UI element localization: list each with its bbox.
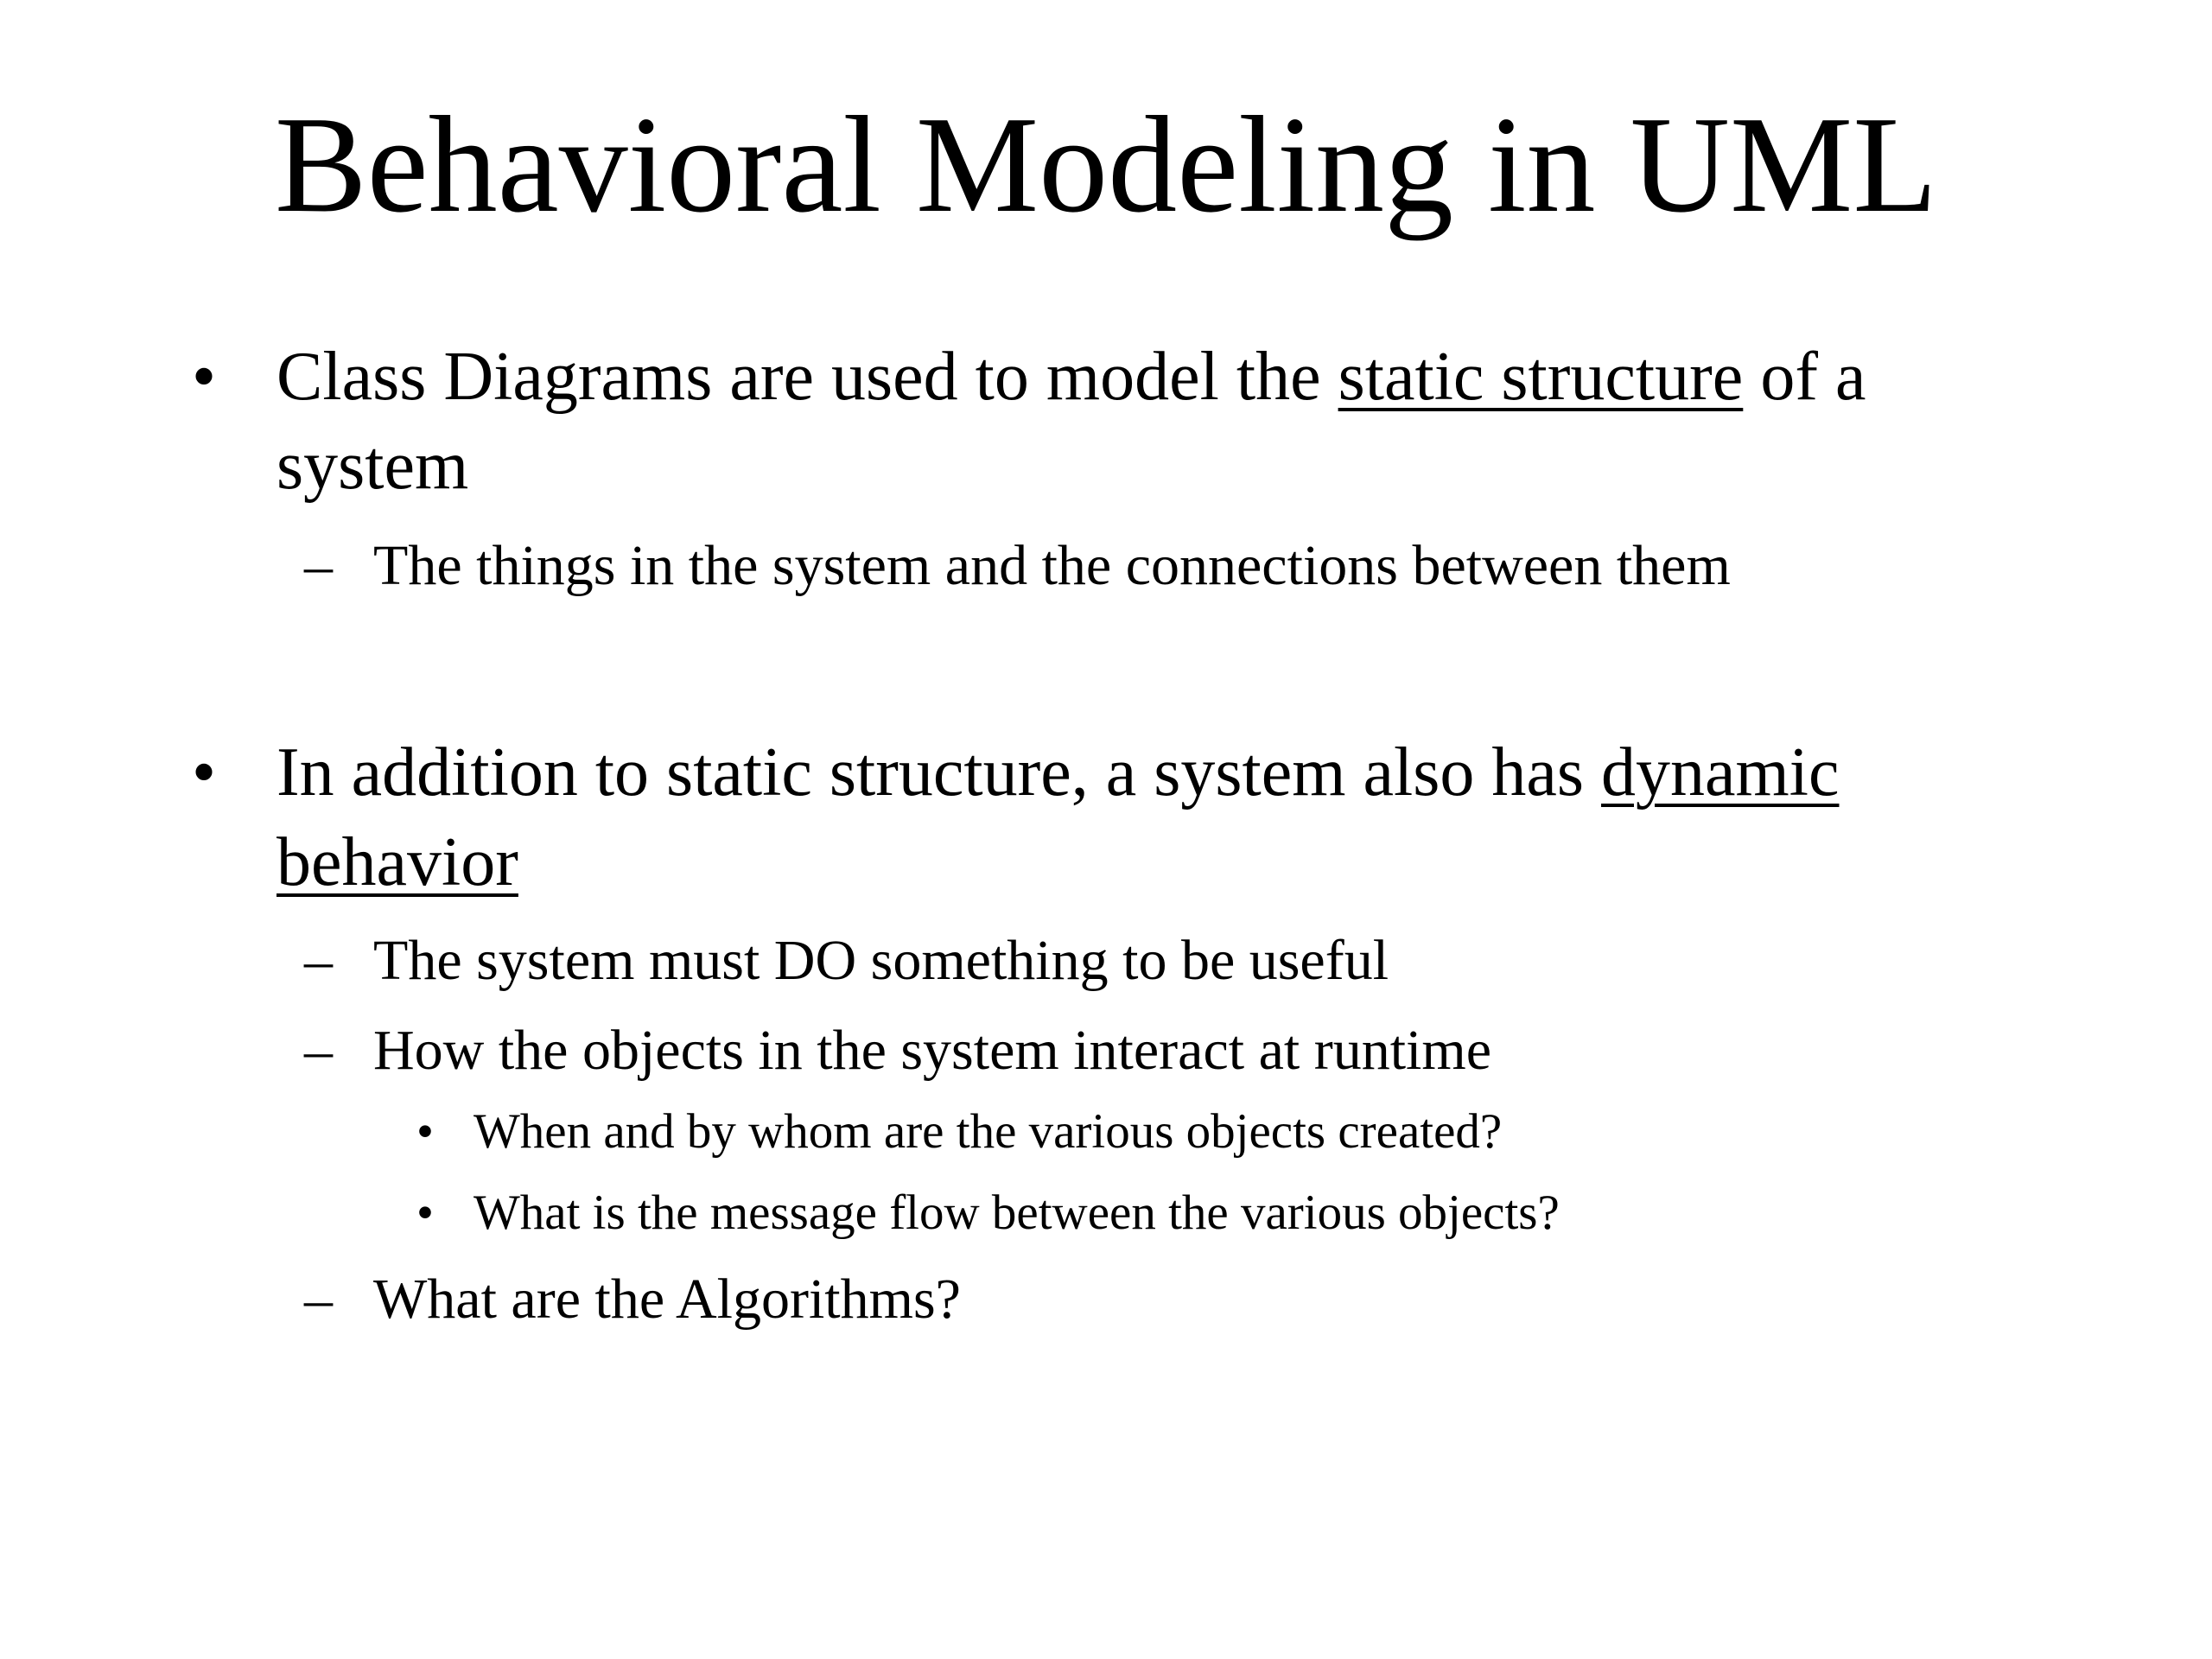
dash-marker: – [304,929,333,992]
sub-bullet-text: How the objects in the system interact at runtime [373,1019,1491,1082]
bullet-1-text [276,333,1866,422]
bullet-2-text [276,728,1839,817]
sub-sub-bullet-text: What is the message flow between the various objects? [474,1185,1560,1240]
bullet-marker: • [192,339,217,415]
bullet-2-underlined-text: dynamic [1601,734,1840,810]
bullet-1-text-continued: system [276,428,469,504]
bullet-2-text-pre: In addition to static structure, a system also has [276,734,1602,810]
bullet-marker: • [416,1104,434,1159]
dash-marker: – [304,1019,333,1082]
bullet-marker: • [416,1185,434,1240]
sub-bullet-text: What are the Algorithms? [373,1268,961,1331]
bullet-1-line-2 [276,422,468,511]
dash-marker: – [304,1268,333,1331]
bullet-2-line-2 [276,818,518,907]
bullet-1-text-post: of a [1743,339,1866,415]
slide-title: Behavioral Modeling in UML [274,87,1938,241]
sub-sub-bullet-text: When and by whom are the various objects created? [474,1104,1503,1159]
bullet-2-underlined-continued: behavior [276,824,518,900]
sub-bullet-text: The things in the system and the connections between them [373,534,1731,597]
bullet-1-text-pre: Class Diagrams are used to model the [276,339,1338,415]
sub-bullet-text: The system must DO something to be useful [373,929,1389,992]
bullet-1-underlined-text: static structure [1338,339,1744,415]
bullet-marker: • [192,734,217,810]
dash-marker: – [304,534,333,597]
